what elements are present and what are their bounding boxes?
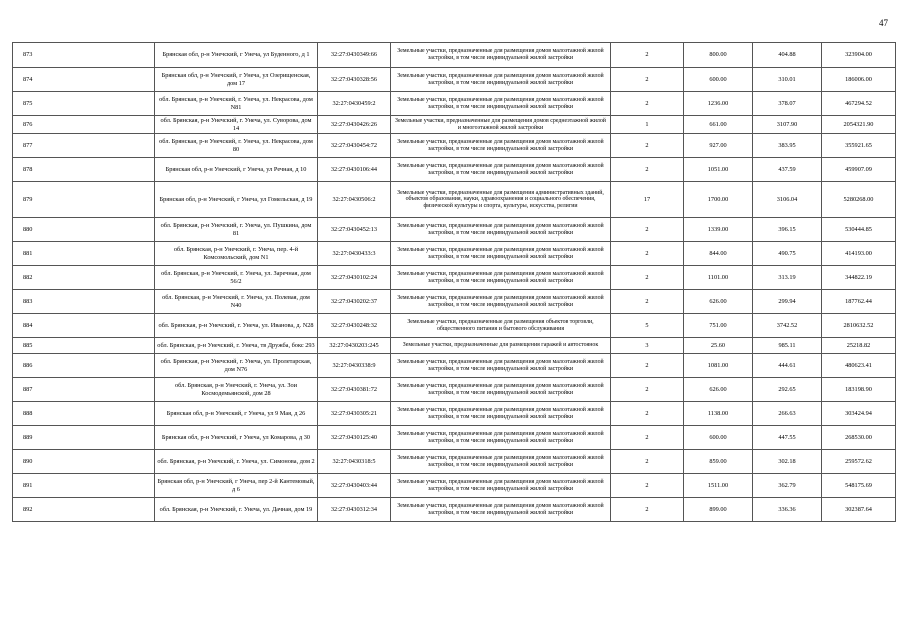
area-cell: 626.00 (684, 378, 753, 402)
land-use-cell: Земельные участки, предназначенные для размещения домов малоэтажной жилой застройки, в том числе индивидуальной жилой застройки (391, 242, 611, 266)
cadastral-number-cell: 32:27:0430125:40 (318, 426, 391, 450)
cadastral-value-cell: 268530.00 (822, 426, 896, 450)
cadastral-number-cell: 32:27:0430102:24 (318, 266, 391, 290)
address-cell: обл. Брянская, р-н Унечский, г. Унеча, ул. Некрасова, дом 80 (155, 134, 318, 158)
row-number: 892 (13, 498, 155, 522)
land-use-cell: Земельные участки, предназначенные для размещения домов малоэтажной жилой застройки, в том числе индивидуальной жилой застройки (391, 498, 611, 522)
specific-value-cell: 437.59 (753, 158, 822, 182)
cadastral-number-cell: 32:27:0430202:37 (318, 290, 391, 314)
table-row (13, 426, 896, 450)
specific-value-cell: 396.15 (753, 218, 822, 242)
area-cell: 859.00 (684, 450, 753, 474)
cadastral-value-cell: 183198.90 (822, 378, 896, 402)
cadastral-value-cell: 2810632.52 (822, 314, 896, 338)
row-number: 878 (13, 158, 155, 182)
row-number: 882 (13, 266, 155, 290)
cadastral-number-cell: 32:27:0430338:9 (318, 354, 391, 378)
cadastral-value-cell: 414193.00 (822, 242, 896, 266)
row-number: 875 (13, 92, 155, 116)
cadastral-value-cell: 323904.00 (822, 43, 896, 68)
specific-value-cell: 3107.90 (753, 116, 822, 134)
area-cell: 1511.00 (684, 474, 753, 498)
row-number: 873 (13, 43, 155, 68)
area-cell: 600.00 (684, 426, 753, 450)
cadastral-number-cell: 32:27:0430305:21 (318, 402, 391, 426)
cadastral-number-cell: 32:27:0430248:32 (318, 314, 391, 338)
row-number: 887 (13, 378, 155, 402)
address-cell: обл. Брянская, р-н Унечский, г. Унеча, ул. Пролетарская, дом N76 (155, 354, 318, 378)
group-number-cell: 2 (611, 134, 684, 158)
land-use-cell: Земельные участки, предназначенные для размещения домов малоэтажной жилой застройки, в том числе индивидуальной жилой застройки (391, 402, 611, 426)
group-number-cell: 2 (611, 290, 684, 314)
cadastral-number-cell: 32:27:0430506:2 (318, 182, 391, 218)
cadastral-number-cell: 32:27:0430318:5 (318, 450, 391, 474)
land-use-cell: Земельные участки, предназначенные для размещения домов малоэтажной жилой застройки, в том числе индивидуальной жилой застройки (391, 474, 611, 498)
specific-value-cell: 310.01 (753, 68, 822, 92)
cadastral-value-cell: 186006.00 (822, 68, 896, 92)
cadastral-value-cell: 459907.09 (822, 158, 896, 182)
row-number: 879 (13, 182, 155, 218)
row-number: 889 (13, 426, 155, 450)
specific-value-cell: 404.88 (753, 43, 822, 68)
address-cell: Брянская обл, р-н Унечский, г Унеча, ул Озерищенская, дом 17 (155, 68, 318, 92)
row-number: 888 (13, 402, 155, 426)
cadastral-value-cell: 480623.41 (822, 354, 896, 378)
group-number-cell: 2 (611, 450, 684, 474)
address-cell: Брянская обл, р-н Унечский, г Унеча, ул Комарова, д 30 (155, 426, 318, 450)
table-row (13, 134, 896, 158)
area-cell: 1138.00 (684, 402, 753, 426)
land-use-cell: Земельные участки, предназначенные для размещения объектов торговли, общественного питания и бытового обслуживания (391, 314, 611, 338)
table-row (13, 314, 896, 338)
table-row (13, 338, 896, 354)
area-cell: 1051.00 (684, 158, 753, 182)
table-row (13, 182, 896, 218)
table-row (13, 378, 896, 402)
row-number: 884 (13, 314, 155, 338)
land-use-cell: Земельные участки, предназначенные для размещения домов малоэтажной жилой застройки, в том числе индивидуальной жилой застройки (391, 92, 611, 116)
address-cell: обл. Брянская, р-н Унечский, г. Унеча, ул. Зои Космодемьянской, дом 28 (155, 378, 318, 402)
table-row (13, 218, 896, 242)
cadastral-value-cell: 344822.19 (822, 266, 896, 290)
cadastral-number-cell: 32:27:0430426:26 (318, 116, 391, 134)
land-use-cell: Земельные участки, предназначенные для размещения домов малоэтажной жилой застройки, в том числе индивидуальной жилой застройки (391, 218, 611, 242)
address-cell: Брянская обл, р-н Унечский, г Унеча, ул 9 Мая, д 26 (155, 402, 318, 426)
cadastral-value-cell: 25218.82 (822, 338, 896, 354)
group-number-cell: 3 (611, 338, 684, 354)
cadastral-number-cell: 32:27:0430349:66 (318, 43, 391, 68)
table-row (13, 266, 896, 290)
group-number-cell: 2 (611, 474, 684, 498)
specific-value-cell: 3106.04 (753, 182, 822, 218)
row-number: 886 (13, 354, 155, 378)
specific-value-cell: 444.61 (753, 354, 822, 378)
group-number-cell: 2 (611, 426, 684, 450)
land-use-cell: Земельные участки, предназначенные для размещения домов малоэтажной жилой застройки, в том числе индивидуальной жилой застройки (391, 354, 611, 378)
address-cell: обл. Брянская, р-н Унечский, г. Унеча, ул. Заречная, дом 56/2 (155, 266, 318, 290)
cadastral-number-cell: 32:27:0430403:44 (318, 474, 391, 498)
row-number: 881 (13, 242, 155, 266)
address-cell: обл. Брянская, р-н Унечский, г. Унеча, ул. Дачная, дом 19 (155, 498, 318, 522)
area-cell: 800.00 (684, 43, 753, 68)
row-number: 877 (13, 134, 155, 158)
table-row (13, 68, 896, 92)
address-cell: обл. Брянская, р-н Унечский, г. Унеча, ул. Полевая, дом N40 (155, 290, 318, 314)
area-cell: 1101.00 (684, 266, 753, 290)
address-cell: обл. Брянская, р-н Унечский, г. Унеча, ул. Симонова, дом 2 (155, 450, 318, 474)
table-row (13, 354, 896, 378)
cadastral-value-table (12, 42, 896, 522)
area-cell: 1081.00 (684, 354, 753, 378)
specific-value-cell: 447.55 (753, 426, 822, 450)
row-number: 890 (13, 450, 155, 474)
area-cell: 1236.00 (684, 92, 753, 116)
area-cell: 1700.00 (684, 182, 753, 218)
cadastral-value-cell: 303424.94 (822, 402, 896, 426)
group-number-cell: 1 (611, 116, 684, 134)
cadastral-number-cell: 32:27:0430328:56 (318, 68, 391, 92)
cadastral-value-cell: 467294.52 (822, 92, 896, 116)
cadastral-value-cell: 302387.64 (822, 498, 896, 522)
land-use-cell: Земельные участки, предназначенные для размещения домов среднеэтажной жилой и многоэтажной жилой застройки (391, 116, 611, 134)
group-number-cell: 2 (611, 354, 684, 378)
table-row (13, 158, 896, 182)
group-number-cell: 2 (611, 92, 684, 116)
group-number-cell: 2 (611, 402, 684, 426)
row-number: 883 (13, 290, 155, 314)
cadastral-value-cell: 187762.44 (822, 290, 896, 314)
area-cell: 751.00 (684, 314, 753, 338)
land-use-cell: Земельные участки, предназначенные для размещения домов малоэтажной жилой застройки, в том числе индивидуальной жилой застройки (391, 43, 611, 68)
land-use-cell: Земельные участки, предназначенные для размещения домов малоэтажной жилой застройки, в том числе индивидуальной жилой застройки (391, 68, 611, 92)
cadastral-number-cell: 32:27:0430452:13 (318, 218, 391, 242)
address-cell: обл. Брянская, р-н Унечский, г. Унеча, ул. Иванова, д. N28 (155, 314, 318, 338)
group-number-cell: 2 (611, 242, 684, 266)
address-cell: обл. Брянская, р-н Унечский, г. Унеча, ул. Пушкина, дом 81 (155, 218, 318, 242)
address-cell: Брянская обл, р-н Унечский, г Унеча, ул Речная, д 10 (155, 158, 318, 182)
land-use-cell: Земельные участки, предназначенные для размещения гаражей и автостоянок (391, 338, 611, 354)
cadastral-value-cell: 355921.65 (822, 134, 896, 158)
land-use-cell: Земельные участки, предназначенные для размещения домов малоэтажной жилой застройки, в том числе индивидуальной жилой застройки (391, 266, 611, 290)
address-cell: Брянская обл, р-н Унечский, г Унеча, ул Буденного, д 1 (155, 43, 318, 68)
specific-value-cell: 378.07 (753, 92, 822, 116)
cadastral-number-cell: 32:27:0430433:3 (318, 242, 391, 266)
address-cell: Брянская обл, р-н Унечский, г Унеча, пер 2-й Кантемовый, д 6 (155, 474, 318, 498)
table-row (13, 242, 896, 266)
cadastral-value-cell: 530444.85 (822, 218, 896, 242)
table-row (13, 450, 896, 474)
group-number-cell: 5 (611, 314, 684, 338)
area-cell: 626.00 (684, 290, 753, 314)
cadastral-value-cell: 2054321.90 (822, 116, 896, 134)
group-number-cell: 2 (611, 266, 684, 290)
address-cell: обл. Брянская, р-н Унечский, г. Унеча, ул. Некрасова, дом N81 (155, 92, 318, 116)
land-use-cell: Земельные участки, предназначенные для размещения домов малоэтажной жилой застройки, в том числе индивидуальной жилой застройки (391, 426, 611, 450)
specific-value-cell: 362.79 (753, 474, 822, 498)
table-row (13, 43, 896, 68)
row-number: 876 (13, 116, 155, 134)
group-number-cell: 2 (611, 43, 684, 68)
table-row (13, 474, 896, 498)
land-use-cell: Земельные участки, предназначенные для размещения домов малоэтажной жилой застройки, в том числе индивидуальной жилой застройки (391, 134, 611, 158)
group-number-cell: 2 (611, 158, 684, 182)
group-number-cell: 2 (611, 378, 684, 402)
area-cell: 927.00 (684, 134, 753, 158)
specific-value-cell: 302.18 (753, 450, 822, 474)
specific-value-cell: 985.11 (753, 338, 822, 354)
row-number: 880 (13, 218, 155, 242)
land-use-cell: Земельные участки, предназначенные для размещения административных зданий, объектов образования, науки, здравоохранения и социального обеспечения, физической культуры и спорта, культуры, искусства, религии (391, 182, 611, 218)
table-row (13, 402, 896, 426)
specific-value-cell: 292.65 (753, 378, 822, 402)
group-number-cell: 17 (611, 182, 684, 218)
area-cell: 661.00 (684, 116, 753, 134)
specific-value-cell: 490.75 (753, 242, 822, 266)
cadastral-value-cell: 5280268.00 (822, 182, 896, 218)
land-use-cell: Земельные участки, предназначенные для размещения домов малоэтажной жилой застройки, в том числе индивидуальной жилой застройки (391, 290, 611, 314)
group-number-cell: 2 (611, 218, 684, 242)
specific-value-cell: 299.94 (753, 290, 822, 314)
area-cell: 844.00 (684, 242, 753, 266)
cadastral-number-cell: 32:27:0430203:245 (318, 338, 391, 354)
cadastral-number-cell: 32:27:0430312:34 (318, 498, 391, 522)
cadastral-number-cell: 32:27:0430106:44 (318, 158, 391, 182)
row-number: 891 (13, 474, 155, 498)
group-number-cell: 2 (611, 68, 684, 92)
land-use-cell: Земельные участки, предназначенные для размещения домов малоэтажной жилой застройки, в том числе индивидуальной жилой застройки (391, 450, 611, 474)
row-number: 885 (13, 338, 155, 354)
specific-value-cell: 266.63 (753, 402, 822, 426)
area-cell: 25.60 (684, 338, 753, 354)
address-cell: обл. Брянская, р-н Унечский, г. Унеча, тв Дружба, бокс 293 (155, 338, 318, 354)
address-cell: Брянская обл, р-н Унечский, г Унеча, ул Гомельская, д 19 (155, 182, 318, 218)
table-row (13, 92, 896, 116)
address-cell: обл. Брянская, р-н Унечский, г. Унеча, пер. 4-й Комсомольский, дом N1 (155, 242, 318, 266)
area-cell: 600.00 (684, 68, 753, 92)
address-cell: обл. Брянская, р-н Унечский, г. Унеча, ул. Суворова, дом 14 (155, 116, 318, 134)
specific-value-cell: 336.36 (753, 498, 822, 522)
area-cell: 1339.00 (684, 218, 753, 242)
specific-value-cell: 313.19 (753, 266, 822, 290)
cadastral-number-cell: 32:27:0430454:72 (318, 134, 391, 158)
specific-value-cell: 383.95 (753, 134, 822, 158)
table-row (13, 498, 896, 522)
cadastral-number-cell: 32:27:0430459:2 (318, 92, 391, 116)
table-row (13, 116, 896, 134)
page-number: 47 (879, 18, 888, 28)
cadastral-number-cell: 32:27:0430381:72 (318, 378, 391, 402)
cadastral-value-cell: 259572.62 (822, 450, 896, 474)
land-use-cell: Земельные участки, предназначенные для размещения домов малоэтажной жилой застройки, в том числе индивидуальной жилой застройки (391, 158, 611, 182)
group-number-cell: 2 (611, 498, 684, 522)
specific-value-cell: 3742.52 (753, 314, 822, 338)
land-use-cell: Земельные участки, предназначенные для размещения домов малоэтажной жилой застройки, в том числе индивидуальной жилой застройки (391, 378, 611, 402)
row-number: 874 (13, 68, 155, 92)
cadastral-value-cell: 548175.69 (822, 474, 896, 498)
table-row (13, 290, 896, 314)
area-cell: 899.00 (684, 498, 753, 522)
